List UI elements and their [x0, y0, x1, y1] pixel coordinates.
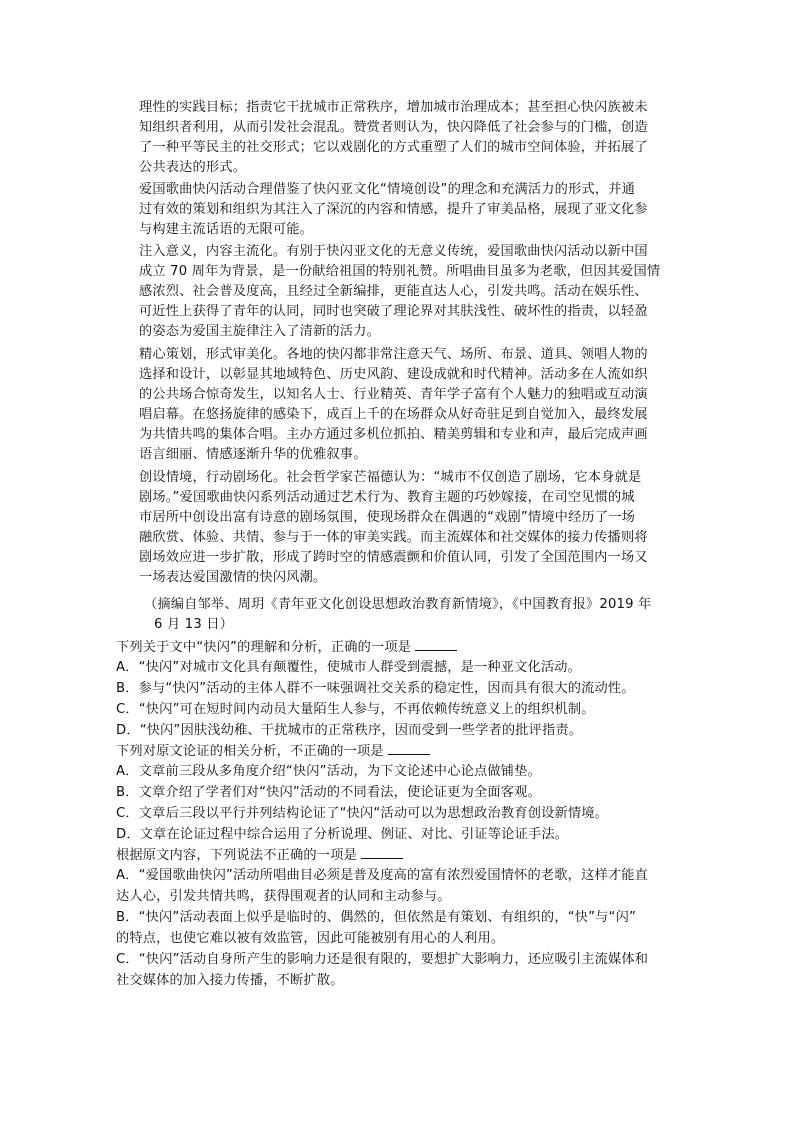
option-c: C．文章后三段以平行并列结构论证了“快闪“活动可以为思想政治教育创设新情境。 — [116, 806, 609, 821]
passage-line: 知组织者利用，从而引发社会混乱。赞赏者则认为，快闪降低了社会参与的门槛，创造 — [139, 120, 648, 135]
option-a: A．“爱国歌曲快闪”活动所唱曲目必须是普及度高的富有浓烈爱国情怀的老歌，这样才能直 — [116, 868, 649, 883]
option-a: A．“快闪”对城市文化具有颠覆性，使城市人群受到震撼，是一种亚文化活动。 — [116, 660, 582, 675]
question-stem-text: 下列对原文论证的相关分析，不正确的一项是 — [116, 744, 384, 759]
passage-line: 可近性上获得了青年的认同，同时也突破了理论界对其肤浅性、破坏性的指责，以轻盈 — [139, 304, 648, 319]
passage-line: 感浓烈、社会普及度高，且经过全新编排，更能直达人心，引发共鸣。活动在娱乐性、 — [139, 284, 648, 299]
passage-line: 一场表达爱国激情的快闪风潮。 — [139, 570, 327, 585]
passage-line: 注入意义，内容主流化。有别于快闪亚文化的无意义传统，爱国歌曲快闪活动以新中国 — [139, 244, 648, 259]
option-a-continued: 达人心，引发共情共鸣，获得围观者的认同和主动参与。 — [116, 889, 451, 904]
option-d: D．文章在论证过程中综合运用了分析说理、例证、对比、引证等论证手法。 — [116, 827, 569, 842]
option-c-continued: 社交媒体的加入接力传播，不断扩散。 — [116, 973, 344, 988]
question-stem — [116, 845, 403, 866]
passage-line: 的公共场合惊奇发生，以知名人士、行业精英、青年学子富有个人魅力的独唱或互动演 — [139, 387, 648, 402]
passage-line: 爱国歌曲快闪活动合理借鉴了快闪亚文化“情境创设”的理念和充满活力的形式，并通 — [139, 182, 636, 197]
answer-blank[interactable] — [361, 845, 403, 859]
passage-line: 公共表达的形式。 — [139, 160, 247, 175]
passage-line: 剧场效应进一步扩散，形成了跨时空的情感震颤和价值认同，引发了全国范围内一场又 — [139, 550, 648, 565]
option-b: B．“快闪”活动表面上似乎是临时的、偶然的，但依然是有策划、有组织的，“快”与“闪” — [116, 910, 636, 925]
passage-line: 为共情共鸣的集体合唱。主办方通过多机位抓拍、精美剪辑和专业和声，最后完成声画 — [139, 427, 648, 442]
answer-blank[interactable] — [388, 741, 430, 755]
option-c: C．“快闪”可在短时间内动员大量陌生人参与，不再依赖传统意义上的组织机制。 — [116, 702, 595, 717]
passage-line: 与构建主流话语的无限可能。 — [139, 222, 314, 237]
passage-line: 市居所中创设出富有诗意的剧场氛围，使现场群众在偶遇的“戏剧”情境中经历了一场 — [139, 510, 636, 525]
option-b-continued: 的特点，也使它难以被有效监管，因此可能被别有用心的人利用。 — [116, 931, 505, 946]
passage-line: 选择和设计，以彰显其地域特色、历史风韵、建设成就和时代精神。活动多在人流如织 — [139, 367, 648, 382]
question-stem — [116, 637, 457, 658]
answer-blank[interactable] — [415, 637, 457, 651]
passage-line: 理性的实践目标；指责它干扰城市正常秩序，增加城市治理成本；甚至担心快闪族被未 — [139, 100, 648, 115]
option-a: A．文章前三段从多角度介绍“快闪”活动，为下文论述中心论点做铺垫。 — [116, 764, 541, 779]
passage-line: 剧场。”爱国歌曲快闪系列活动通过艺术行为、教育主题的巧妙嫁接，在司空见惯的城 — [139, 490, 635, 505]
source-citation: （摘编自邹举、周玥《青年亚文化创设思想政治教育新情境》，《中国教育报》2019 年 — [144, 597, 652, 612]
passage-line: 创设情境，行动剧场化。社会哲学家芒福德认为：“城市不仅创造了剧场，它本身就是 — [139, 470, 642, 485]
option-c: C．“快闪”活动自身所产生的影响力还是很有限的，要想扩大影响力，还应吸引主流媒体和 — [116, 952, 649, 967]
passage-line: 的姿态为爱国主旋律注入了清新的活力。 — [139, 324, 380, 339]
option-b: B．参与“快闪”活动的主体人群不一味强调社交关系的稳定性，因而具有很大的流动性。 — [116, 681, 635, 696]
passage-line: 了一种平等民主的社交形式；它以戏剧化的方式重塑了人们的城市空间体验，并拓展了 — [139, 140, 648, 155]
passage-line: 成立 70 周年为背景，是一份献给祖国的特别礼赞。所唱曲目虽多为老歌，但因其爱国情 — [139, 264, 661, 279]
passage-line: 语言细丽、情感逐渐升华的优雅叙事。 — [139, 447, 367, 462]
passage-line: 过有效的策划和组织为其注入了深沉的内容和情感，提升了审美品格，展现了亚文化参 — [139, 202, 648, 217]
question-stem — [116, 741, 430, 762]
passage-line: 精心策划，形式审美化。各地的快闪都非常注意天气、场所、布景、道具、领唱人物的 — [139, 347, 648, 362]
source-citation: 6 月 13 日） — [154, 617, 234, 632]
option-d: D．“快闪”因肤浅幼稚、干扰城市的正常秩序，因而受到一些学者的批评指责。 — [116, 723, 583, 738]
passage-line: 唱启幕。在悠扬旋律的感染下，成百上千的在场群众从好奇驻足到自觉加入，最终发展 — [139, 407, 648, 422]
passage-line: 融欣赏、体验、共情、参与于一体的审美实践。而主流媒体和社交媒体的接力传播则将 — [139, 530, 648, 545]
option-b: B．文章介绍了学者们对“快闪”活动的不同看法，使论证更为全面客观。 — [116, 785, 541, 800]
question-stem-text: 下列关于文中“快闪”的理解和分析，正确的一项是 — [116, 640, 412, 655]
question-stem-text: 根据原文内容，下列说法不正确的一项是 — [116, 848, 357, 863]
